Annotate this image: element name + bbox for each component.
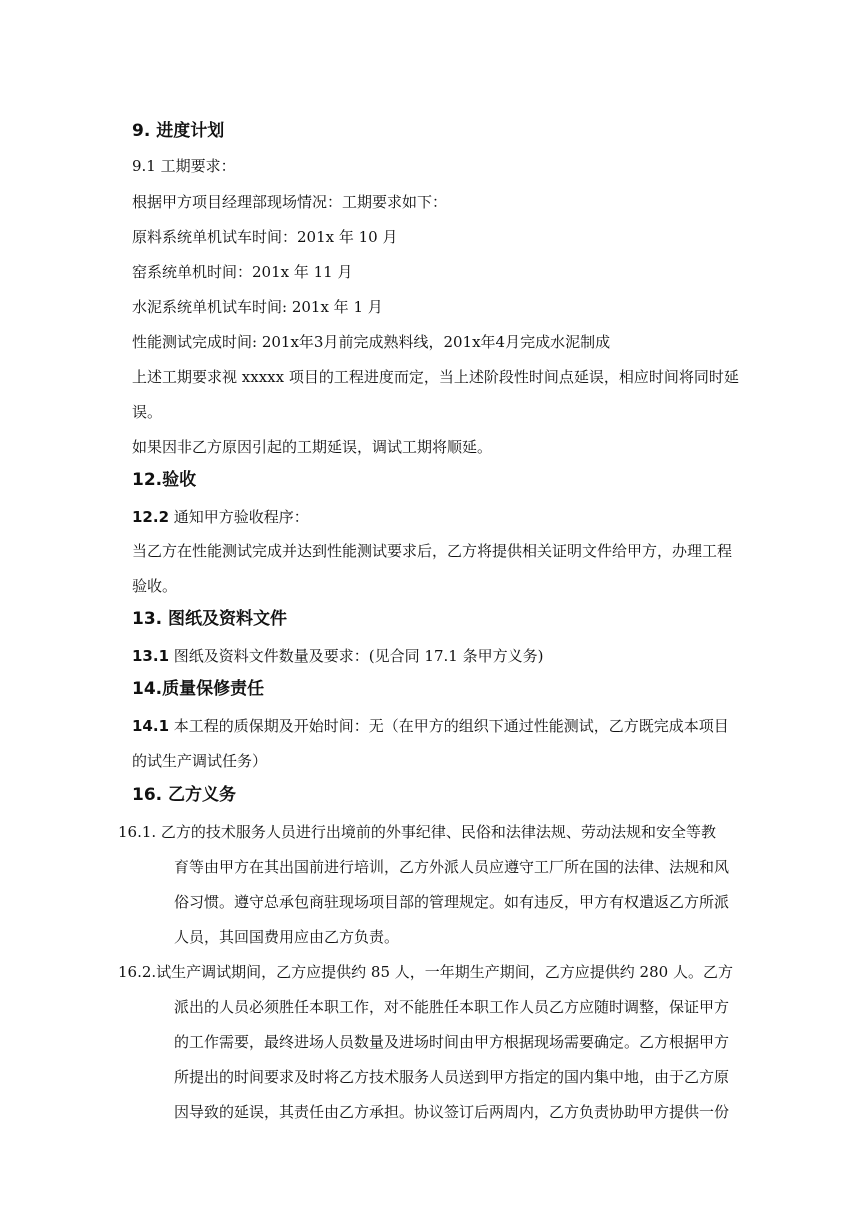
- clause-16-1-line: 16.1. 乙方的技术服务人员进行出境前的外事纪律、民俗和法律法规、劳动法规和安全等教: [118, 823, 716, 841]
- section-14-1-heading: [132, 716, 729, 736]
- paragraph: 性能测试完成时间: 201x年3月前完成熟料线，201x年4月完成水泥制成: [132, 333, 611, 351]
- section-13-1-heading: [132, 646, 543, 666]
- clause-16-1-line: 育等由甲方在其出国前进行培训，乙方外派人员应遵守工厂所在国的法律、法规和风: [174, 858, 730, 876]
- clause-number: 13.1: [132, 647, 170, 665]
- clause-16-1-line: 人员，其回国费用应由乙方负责。: [174, 928, 400, 946]
- clause-number: 12.2: [132, 508, 170, 526]
- paragraph: 当乙方在性能测试完成并达到性能测试要求后，乙方将提供相关证明文件给甲方，办理工程: [132, 542, 733, 560]
- clause-text: 图纸及资料文件数量及要求：(见合同 17.1 条甲方义务): [169, 647, 544, 665]
- paragraph: 原料系统单机试车时间：201x 年 10 月: [132, 228, 398, 246]
- clause-number: 14.1: [132, 717, 170, 735]
- section-9-1-heading: 9.1 工期要求：: [132, 157, 236, 175]
- section-12-2-heading: [132, 507, 309, 527]
- paragraph: 的试生产调试任务）: [132, 752, 268, 770]
- paragraph: 窑系统单机时间：201x 年 11 月: [132, 263, 353, 281]
- section-12-heading: 12.验收: [132, 470, 197, 490]
- clause-16-2-line: 的工作需要，最终进场人员数量及进场时间由甲方根据现场需要确定。乙方根据甲方: [174, 1033, 730, 1051]
- paragraph: 根据甲方项目经理部现场情况：工期要求如下：: [132, 193, 448, 211]
- section-14-heading: 14.质量保修责任: [132, 679, 265, 699]
- clause-16-2-line: 16.2.试生产调试期间，乙方应提供约 85 人，一年期生产期间，乙方应提供约 280 人。乙方: [118, 963, 733, 981]
- clause-16-2-line: 所提出的时间要求及时将乙方技术服务人员送到甲方指定的国内集中地，由于乙方原: [174, 1068, 730, 1086]
- paragraph: 上述工期要求视 xxxxx 项目的工程进度而定，当上述阶段性时间点延误，相应时间将同时延: [132, 368, 739, 386]
- paragraph: 如果因非乙方原因引起的工期延误，调试工期将顺延。: [132, 438, 493, 456]
- section-13-heading: 13. 图纸及资料文件: [132, 609, 288, 629]
- paragraph: 误。: [132, 403, 163, 421]
- clause-text: 本工程的质保期及开始时间：无（在甲方的组织下通过性能测试，乙方既完成本项目: [169, 717, 729, 735]
- clause-text: 通知甲方验收程序：: [169, 508, 309, 526]
- paragraph: 水泥系统单机试车时间: 201x 年 1 月: [132, 298, 383, 316]
- clause-16-2-line: 派出的人员必须胜任本职工作，对不能胜任本职工作人员乙方应随时调整，保证甲方: [174, 998, 730, 1016]
- clause-16-1-line: 俗习惯。遵守总承包商驻现场项目部的管理规定。如有违反，甲方有权遣返乙方所派: [174, 893, 730, 911]
- section-9-heading: 9. 进度计划: [132, 121, 225, 141]
- clause-16-2-line: 因导致的延误，其责任由乙方承担。协议签订后两周内，乙方负责协助甲方提供一份: [174, 1103, 730, 1121]
- paragraph: 验收。: [132, 577, 178, 595]
- section-16-heading: 16. 乙方义务: [132, 785, 237, 805]
